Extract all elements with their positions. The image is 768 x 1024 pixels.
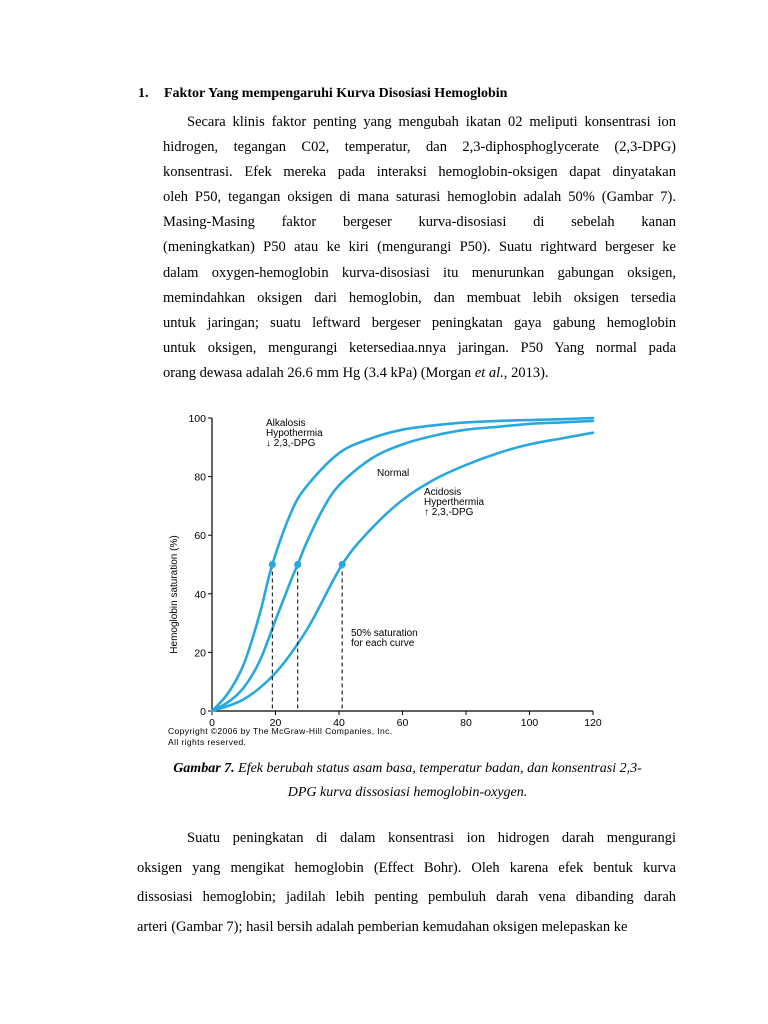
y-axis-title: Hemoglobin saturation (%) [169, 535, 180, 654]
paragraph-line: Masing-Masing faktor bergeser kurva-disosiasi di sebelah kanan [163, 214, 676, 231]
paragraph-line: oksigen yang mengikat hemoglobin (Effect Bohr). Oleh karena efek bentuk kurva [137, 859, 676, 876]
y-tick-label: 40 [194, 588, 206, 601]
paragraph-2 [137, 824, 676, 942]
paragraph-line [163, 361, 676, 386]
citation-year: 2013). [507, 364, 549, 381]
section-number: 1. [138, 86, 149, 101]
x-tick-label: 100 [520, 717, 539, 729]
citation-et-al: et al., [474, 364, 508, 381]
x-tick-label: 20 [269, 717, 282, 729]
p50-point [294, 561, 301, 568]
copyright-line-2: All rights reserved. [168, 737, 247, 747]
paragraph-line: oleh P50, tegangan oksigen di mana saturasi hemoglobin adalah 50% (Gambar 7). [163, 189, 676, 206]
y-tick-label: 0 [200, 706, 206, 718]
paragraph-1 [163, 110, 676, 386]
y-tick-label: 60 [194, 530, 206, 543]
y-tick-label: 20 [194, 647, 206, 660]
paragraph-line: Secara klinis faktor penting yang mengubah ikatan 02 meliputi konsentrasi ion [187, 114, 676, 130]
acidosis-label-line: ↑ 2,3,-DPG [424, 507, 474, 518]
saturation-annotation: 50% saturation [351, 628, 418, 639]
p50-point [269, 561, 276, 568]
section-title: Faktor Yang mempengaruhi Kurva Disosiasi Hemoglobin [164, 86, 508, 101]
chart-labels [266, 418, 484, 649]
p50-point [339, 561, 346, 568]
paragraph-line: Suatu peningkatan di dalam konsentrasi ion hidrogen darah mengurangi [187, 830, 676, 846]
x-tick-label: 0 [209, 717, 215, 729]
caption-line [140, 757, 675, 781]
alkalosis-label-line: Alkalosis [266, 418, 306, 429]
caption-text: Efek berubah status asam basa, temperatur badan, dan konsentrasi 2,3- [234, 761, 642, 776]
alkalosis-label-line: Hypothermia [266, 428, 323, 439]
dissociation-curve-chart [145, 400, 605, 750]
acidosis-label-line: Hyperthermia [424, 497, 485, 508]
acidosis-label-line: Acidosis [424, 487, 462, 498]
paragraph-line: untuk oksigen, mengurangi ketersediaa.nnya jaringan. P50 Yang normal pada [163, 339, 676, 356]
paragraph-line: untuk jaringan; suatu leftward bergeser peningkatan gaya gabung hemoglobin [163, 314, 676, 331]
figure-7 [145, 400, 605, 750]
saturation-annotation: for each curve [351, 638, 415, 649]
x-tick-label: 60 [396, 717, 409, 729]
paragraph-line: hidrogen, tegangan C02, temperatur, dan 2,3-diphosphoglycerate (2,3-DPG) [163, 139, 676, 156]
paragraph-line: (meningkatkan) P50 atau ke kiri (mengurangi P50). Suatu rightward bergeser ke [163, 239, 676, 256]
copyright-line-1: Copyright ©2006 by The McGraw-Hill Companies, Inc. [168, 726, 393, 736]
chart-marks [269, 561, 346, 711]
x-tick-label: 40 [333, 717, 345, 729]
caption-line: DPG kurva dissosiasi hemoglobin-oxygen. [287, 785, 528, 800]
paragraph-line: konsentrasi. Efek mereka pada interaksi hemoglobin-oksigen dapat dinyatakan [163, 164, 676, 181]
y-tick-label: 100 [188, 413, 206, 425]
alkalosis-label-line: ↓ 2,3,-DPG [266, 438, 316, 449]
x-tick-label: 120 [584, 717, 602, 729]
normal-label-line: Normal [377, 468, 410, 479]
paragraph-line: memindahkan oksigen dari hemoglobin, dan membuat lebih oksigen tersedia [163, 289, 676, 306]
x-tick-label: 80 [460, 717, 472, 729]
paragraph-line: dalam oxygen-hemoglobin kurva-disosiasi itu menurunkan gabungan oksigen, [163, 264, 676, 281]
paragraph-line: dissosiasi hemoglobin; jadilah lebih penting pembuluh darah vena dibanding darah [137, 889, 676, 905]
y-tick-label: 80 [194, 471, 206, 484]
paragraph-line: arteri (Gambar 7); hasil bersih adalah pemberian kemudahan oksigen melepaskan ke [137, 918, 628, 935]
figure-caption [140, 757, 675, 805]
citation-text: orang dewasa adalah 26.6 mm Hg (3.4 kPa) (Morgan [163, 364, 475, 381]
caption-label: Gambar 7. [173, 761, 235, 776]
section-heading [138, 86, 507, 102]
